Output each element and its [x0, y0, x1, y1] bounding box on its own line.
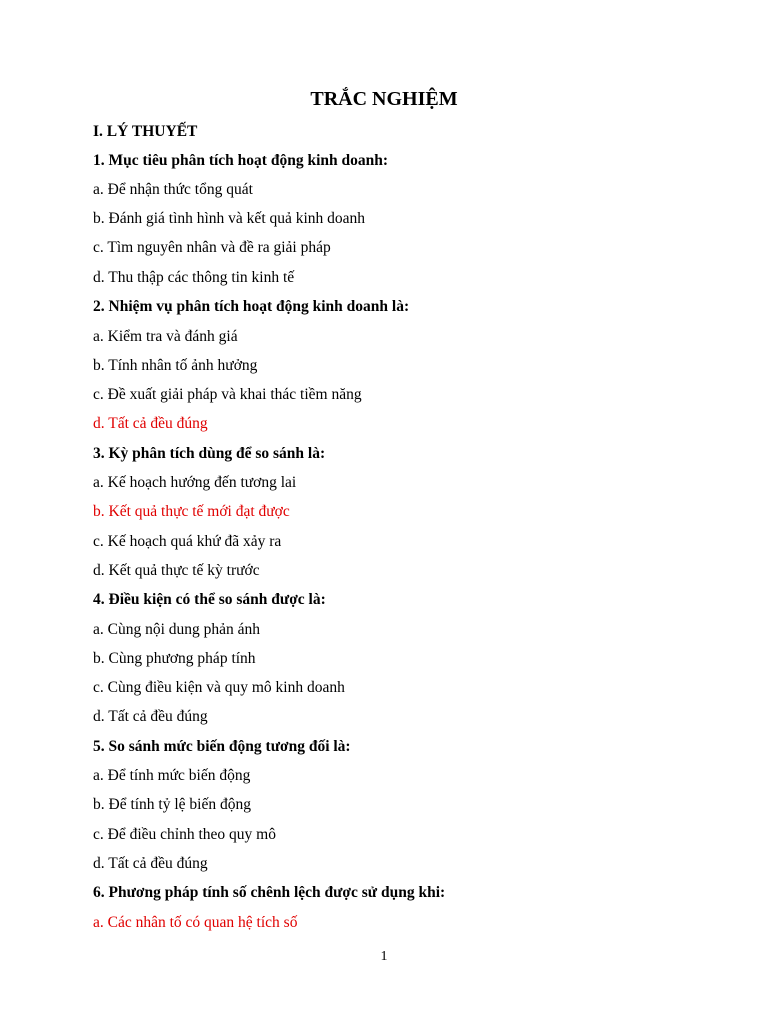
question-2-option-d-correct: d. Tất cả đều đúng	[93, 415, 208, 432]
question-2: 2. Nhiệm vụ phân tích hoạt động kinh doanh là:	[93, 298, 410, 315]
page-number: 1	[380, 949, 388, 964]
question-3-option-c: c. Kế hoạch quá khứ đã xảy ra	[93, 533, 282, 550]
question-2-option-a: a. Kiểm tra và đánh giá	[93, 328, 238, 345]
question-2-option-c: c. Đề xuất giải pháp và khai thác tiềm năng	[93, 386, 362, 403]
question-5-option-c: c. Để điều chỉnh theo quy mô	[93, 826, 276, 843]
question-5-option-b: b. Để tính tỷ lệ biến động	[93, 796, 251, 813]
question-4-option-b: b. Cùng phương pháp tính	[93, 650, 256, 667]
question-6: 6. Phương pháp tính số chênh lệch được sử dụng khi:	[93, 884, 446, 901]
question-5: 5. So sánh mức biến động tương đối là:	[93, 738, 351, 755]
section-heading: I. LÝ THUYẾT	[93, 123, 198, 140]
question-1-option-b: b. Đánh giá tình hình và kết quả kinh doanh	[93, 210, 366, 227]
question-5-option-a: a. Để tính mức biến động	[93, 767, 251, 784]
question-3-option-a: a. Kế hoạch hướng đến tương lai	[93, 474, 297, 491]
question-1-option-d: d. Thu thập các thông tin kinh tế	[93, 269, 295, 286]
question-4-option-d: d. Tất cả đều đúng	[93, 708, 208, 725]
question-4-option-a: a. Cùng nội dung phản ánh	[93, 621, 261, 638]
question-3-option-d: d. Kết quả thực tế kỳ trước	[93, 562, 260, 579]
question-4-option-c: c. Cùng điều kiện và quy mô kinh doanh	[93, 679, 345, 696]
question-5-option-d: d. Tất cả đều đúng	[93, 855, 208, 872]
question-1-option-a: a. Để nhận thức tổng quát	[93, 181, 253, 198]
question-3: 3. Kỳ phân tích dùng để so sánh là:	[93, 445, 326, 462]
question-1-option-c: c. Tìm nguyên nhân và đề ra giải pháp	[93, 239, 331, 256]
document-title: TRẮC NGHIỆM	[310, 88, 458, 110]
question-3-option-b-correct: b. Kết quả thực tế mới đạt được	[93, 503, 290, 520]
question-6-option-a-correct: a. Các nhân tố có quan hệ tích số	[93, 914, 298, 931]
question-4: 4. Điều kiện có thể so sánh được là:	[93, 591, 326, 608]
question-2-option-b: b. Tính nhân tố ảnh hưởng	[93, 357, 258, 374]
question-1: 1. Mục tiêu phân tích hoạt động kinh doanh:	[93, 152, 389, 169]
